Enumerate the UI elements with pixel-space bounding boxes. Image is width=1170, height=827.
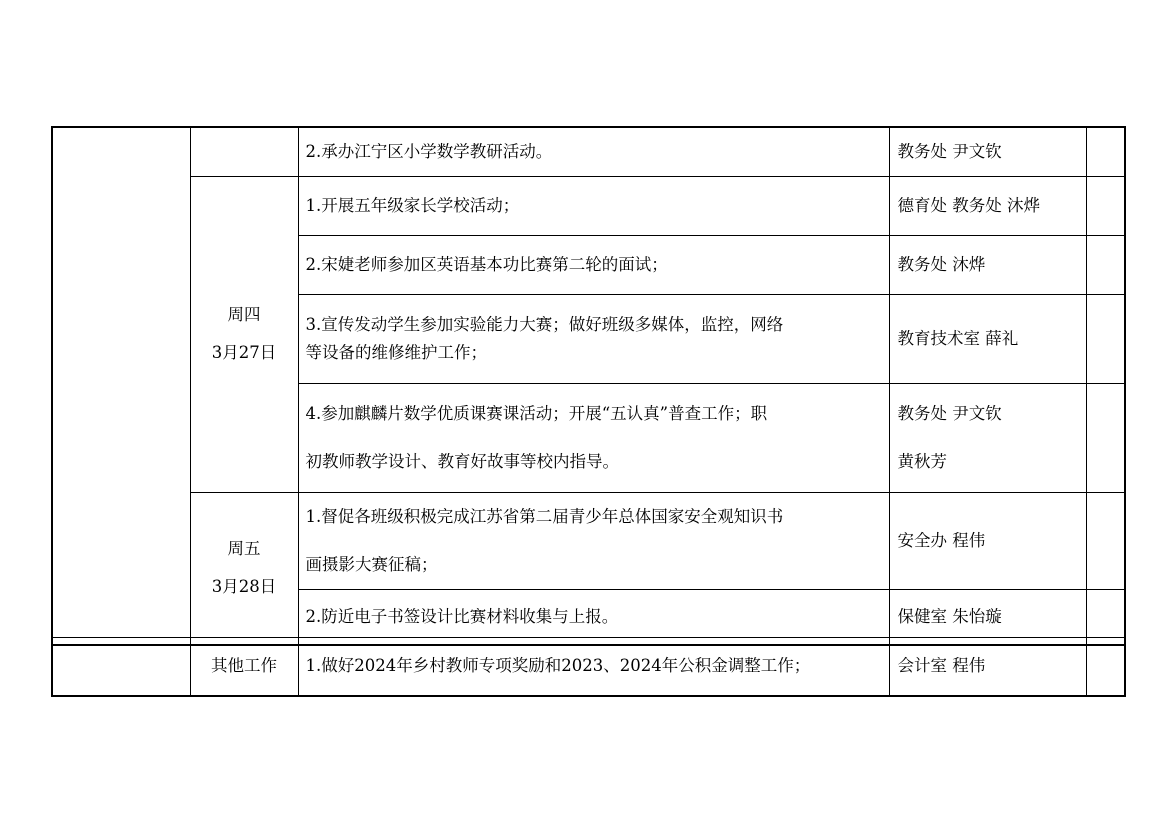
task-text: 2.宋婕老师参加区英语基本功比赛第二轮的面试；: [305, 254, 668, 274]
task-text: 1.开展五年级家长学校活动；: [305, 195, 520, 215]
responsible-text: 教育技术室 薛礼: [897, 328, 1019, 348]
task-cell: [298, 383, 889, 492]
day-cell-empty: [190, 127, 298, 176]
responsible-text: 安全办 程伟: [897, 530, 986, 550]
remark-cell: [1086, 176, 1125, 235]
task-cell: [298, 492, 889, 589]
day-cell-friday: [190, 492, 298, 645]
table-row: [52, 492, 1125, 589]
responsible-text: 教务处 沐烨: [897, 254, 986, 274]
responsible-cell: [889, 294, 1086, 383]
task-cell: [298, 127, 889, 176]
task-text-line: 等设备的维修维护工作；: [305, 342, 487, 362]
table-row: [52, 176, 1125, 235]
date-label: 3月27日: [211, 343, 277, 362]
other-work-table: [51, 637, 1126, 697]
responsible-cell: [889, 127, 1086, 176]
date-label: 3月28日: [211, 577, 277, 597]
task-cell: [298, 294, 889, 383]
task-cell: [298, 235, 889, 294]
remark-cell: [1086, 294, 1125, 383]
category-cell: [52, 638, 190, 696]
schedule-table: [51, 126, 1126, 646]
responsible-text-line: 黄秋芳: [897, 451, 947, 471]
responsible-cell: [889, 383, 1086, 492]
other-work-label: 其他工作: [211, 656, 277, 676]
responsible-text: 会计室 程伟: [897, 656, 986, 676]
responsible-cell: [889, 235, 1086, 294]
weekday-label: 周四: [227, 305, 261, 324]
day-cell-thursday: [190, 176, 298, 492]
task-cell: [298, 638, 889, 696]
task-text-line: 3.宣传发动学生参加实验能力大赛；做好班级多媒体，监控，网络: [305, 314, 784, 334]
task-text-line: 画摄影大赛征稿；: [305, 554, 438, 574]
day-cell-other: [190, 638, 298, 696]
remark-cell: [1086, 127, 1125, 176]
remark-cell: [1086, 492, 1125, 589]
remark-cell: [1086, 638, 1125, 696]
responsible-cell: [889, 176, 1086, 235]
task-text-line: 初教师教学设计、教育好故事等校内指导。: [305, 451, 619, 471]
responsible-text: 德育处 教务处 沐烨: [897, 195, 1040, 215]
weekday-label: 周五: [227, 539, 261, 559]
table-row: [52, 127, 1125, 176]
responsible-cell: [889, 492, 1086, 589]
task-text: 2.承办江宁区小学数学教研活动。: [305, 141, 553, 161]
task-text: 1.做好2024年乡村教师专项奖励和2023、2024年公积金调整工作；: [305, 656, 811, 676]
responsible-cell: [889, 638, 1086, 696]
task-cell: [298, 176, 889, 235]
remark-cell: [1086, 235, 1125, 294]
remark-cell: [1086, 383, 1125, 492]
category-cell: [52, 127, 190, 645]
responsible-text-line: 教务处 尹文钦: [897, 403, 1002, 423]
responsible-text: 保健室 朱怡璇: [897, 606, 1002, 626]
task-text: 2.防近电子书签设计比赛材料收集与上报。: [305, 606, 619, 626]
task-text-line: 1.督促各班级积极完成江苏省第二届青少年总体国家安全观知识书: [305, 506, 784, 526]
task-text-line: 4.参加麒麟片数学优质课赛课活动；开展“五认真”普查工作；职: [305, 403, 768, 423]
table-row: [52, 638, 1125, 696]
responsible-text: 教务处 尹文钦: [897, 141, 1002, 161]
